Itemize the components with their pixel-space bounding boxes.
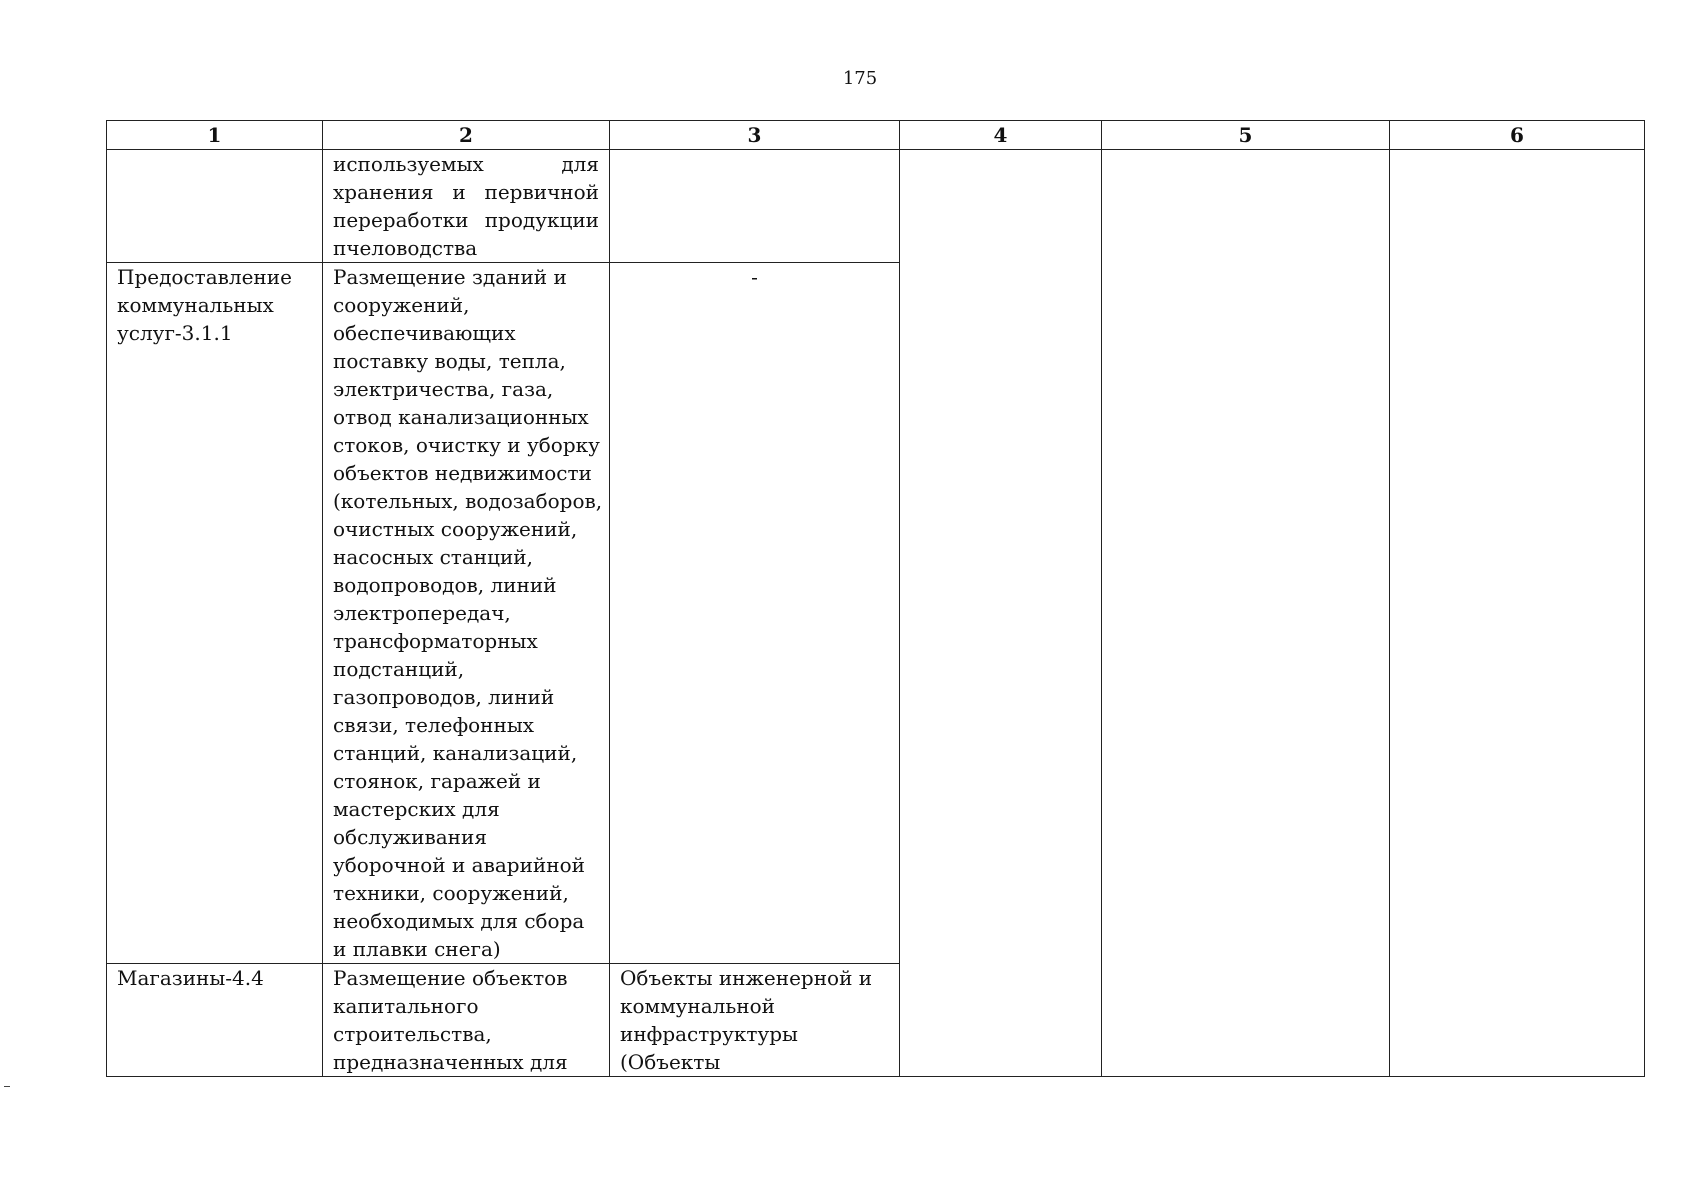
description-line: трансформаторных	[333, 629, 538, 653]
description-line: хранения и первичной	[333, 180, 599, 204]
table-row	[107, 150, 1645, 263]
description-line: капитального	[333, 994, 479, 1018]
description-line: техники, сооружений,	[333, 881, 569, 905]
restriction-line: инфраструктуры	[620, 1022, 798, 1046]
description-line: станций, канализаций,	[333, 741, 578, 765]
cell-col4	[900, 150, 1102, 1077]
column-header: 2	[323, 121, 610, 150]
cell-use-type	[107, 150, 323, 263]
description-line: отвод канализационных	[333, 405, 589, 429]
description-line: строительства,	[333, 1022, 492, 1046]
cell-col5	[1102, 150, 1390, 1077]
description-line: поставку воды, тепла,	[333, 349, 566, 373]
cell-use-type	[107, 964, 323, 1077]
cell-col6	[1390, 150, 1645, 1077]
description-line: объектов недвижимости	[333, 461, 592, 485]
scan-margin-mark	[4, 1086, 10, 1087]
description-line: водопроводов, линий	[333, 573, 557, 597]
page-number: 175	[842, 68, 878, 89]
description-line: обслуживания	[333, 825, 487, 849]
restriction-line: Объекты инженерной и	[620, 966, 873, 990]
description-line: (котельных, водозаборов,	[333, 489, 603, 513]
description-line: очистных сооружений,	[333, 517, 578, 541]
cell-use-type	[107, 263, 323, 964]
use-type-line: Магазины-4.4	[117, 966, 264, 990]
table-header-row	[107, 121, 1645, 150]
description-line: пчеловодства	[333, 236, 478, 260]
column-header: 6	[1390, 121, 1645, 150]
description-line: переработки продукции	[333, 208, 599, 232]
description-line: насосных станций,	[333, 545, 533, 569]
column-header: 5	[1102, 121, 1390, 150]
cell-description	[323, 964, 610, 1077]
cell-description	[323, 150, 610, 263]
description-line: электропередач,	[333, 601, 511, 625]
description-line: мастерских для	[333, 797, 500, 821]
description-line: электричества, газа,	[333, 377, 554, 401]
cell-description	[323, 263, 610, 964]
description-line: необходимых для сбора	[333, 909, 585, 933]
column-header: 4	[900, 121, 1102, 150]
description-line: стоков, очистку и уборку	[333, 433, 600, 457]
description-line: Размещение объектов	[333, 966, 568, 990]
description-line: сооружений,	[333, 293, 470, 317]
use-type-line: Предоставление	[117, 265, 292, 289]
column-header: 3	[610, 121, 900, 150]
cell-restrictions	[610, 964, 900, 1077]
description-line: предназначенных для	[333, 1050, 568, 1074]
description-line: стоянок, гаражей и	[333, 769, 541, 793]
description-line: связи, телефонных	[333, 713, 535, 737]
description-line: уборочной и аварийной	[333, 853, 585, 877]
cell-restrictions: -	[610, 263, 900, 964]
restriction-line: коммунальной	[620, 994, 775, 1018]
description-line: и плавки снега)	[333, 937, 501, 961]
restriction-line: (Объекты	[620, 1050, 721, 1074]
use-type-line: услуг-3.1.1	[117, 321, 233, 345]
column-header: 1	[107, 121, 323, 150]
description-line: подстанций,	[333, 657, 465, 681]
use-type-line: коммунальных	[117, 293, 274, 317]
land-use-table	[106, 120, 1645, 1077]
cell-restrictions	[610, 150, 900, 263]
description-line: газопроводов, линий	[333, 685, 555, 709]
description-line: используемых для	[333, 152, 599, 176]
description-line: обеспечивающих	[333, 321, 516, 345]
description-line: Размещение зданий и	[333, 265, 567, 289]
